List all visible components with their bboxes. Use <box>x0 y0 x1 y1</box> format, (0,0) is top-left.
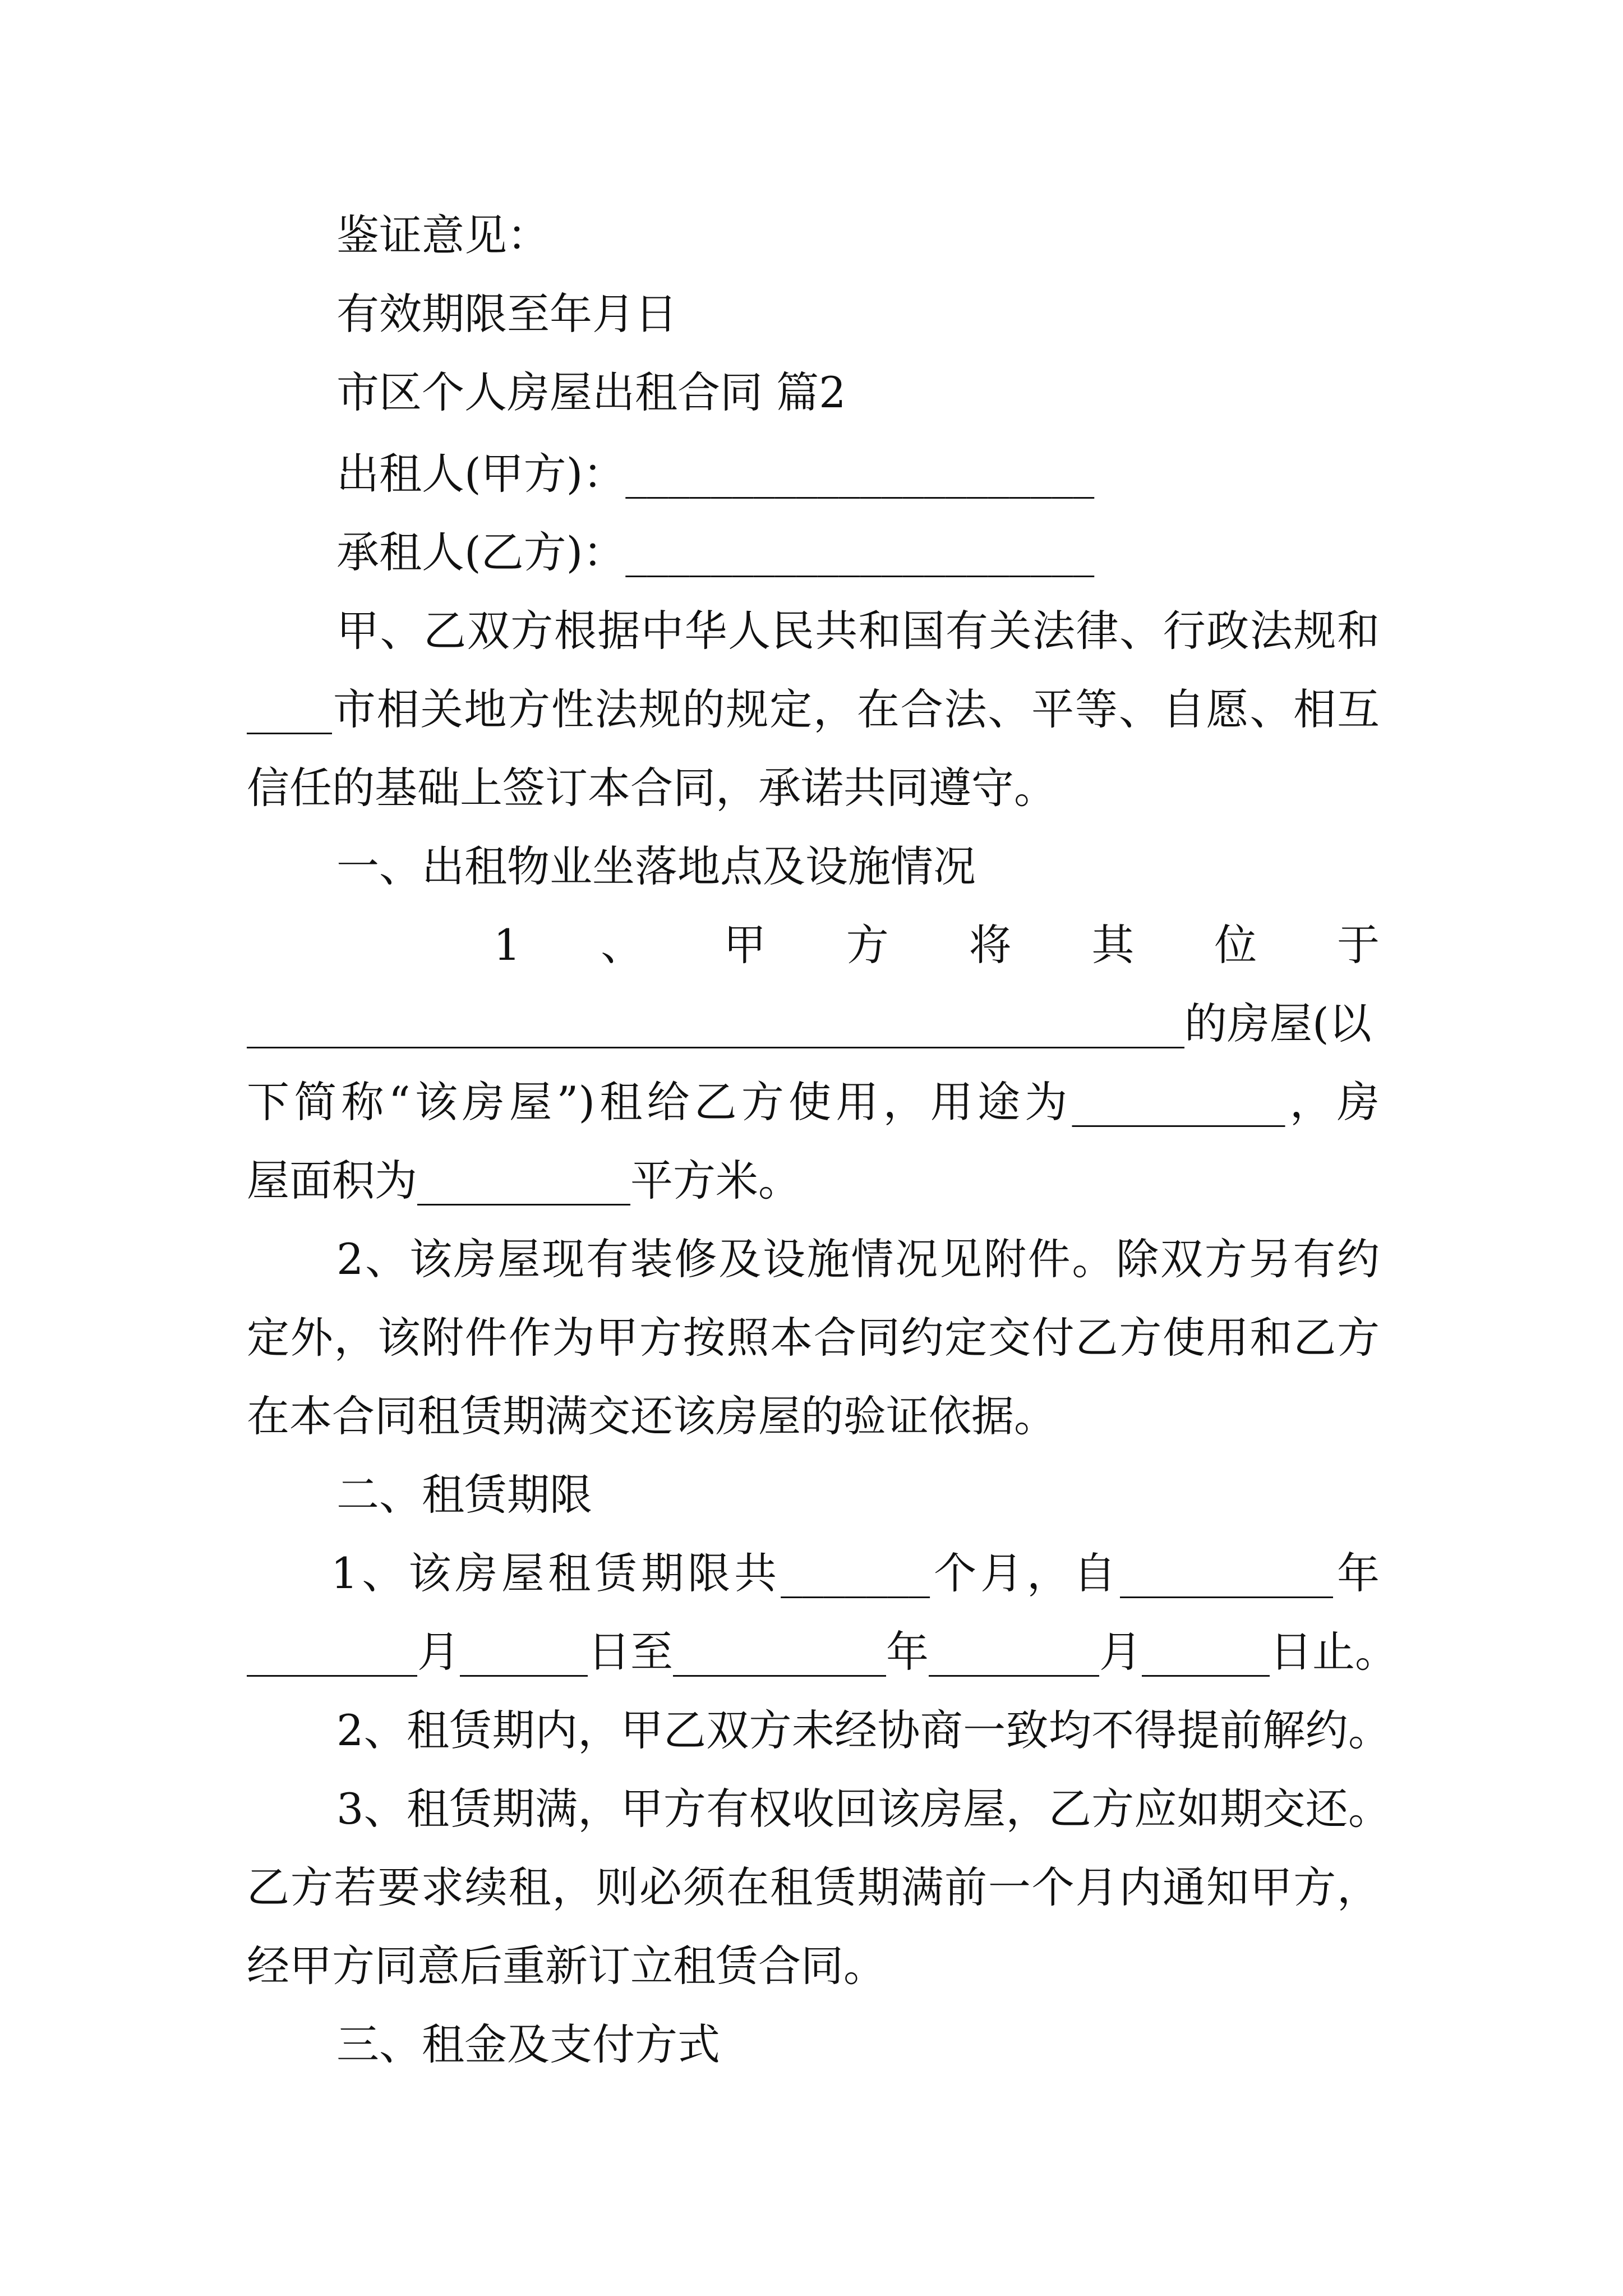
clause-2-3-line-3: 经甲方同意后重新订立租赁合同。 <box>247 1941 886 1991</box>
clause-1-1-line-4: 屋面积为__________平方米。 <box>247 1156 801 1205</box>
validity-period-line: 有效期限至年月日 <box>336 289 677 339</box>
clause-1-1-line-3: 下简称“该房屋”)租给乙方使用，用途为__________，房 <box>247 1077 1380 1127</box>
clause-2-3-line-2: 乙方若要求续租，则必须在租赁期满前一个月内通知甲方， <box>247 1862 1380 1912</box>
section-heading-1: 一、出租物业坐落地点及设施情况 <box>336 841 976 891</box>
appraisal-opinion-label: 鉴证意见： <box>336 210 550 260</box>
clause-1-1-line-2: ____________________________________________的房屋(以 <box>247 999 1372 1048</box>
clause-1-2-line-1: 2、该房屋现有装修及设施情况见附件。除双方另有约 <box>336 1234 1380 1284</box>
clause-2-3-line-1: 3、租赁期满，甲方有权收回该房屋，乙方应如期交还。 <box>336 1784 1391 1834</box>
lessee-line: 承租人(乙方)：______________________ <box>336 527 1095 577</box>
clause-1-2-line-3: 在本合同租赁期满交还该房屋的验证依据。 <box>247 1391 1057 1441</box>
preamble-line-1: 甲、乙双方根据中华人民共和国有关法律、行政法规和 <box>336 606 1380 656</box>
clause-2-1-line-1: 1、该房屋租赁期限共_______个月，自__________年 <box>331 1548 1380 1598</box>
clause-1-2-line-2: 定外，该附件作为甲方按照本合同约定交付乙方使用和乙方 <box>247 1313 1380 1363</box>
lessor-line: 出租人(甲方)：______________________ <box>336 449 1095 499</box>
section-heading-3: 三、租金及支付方式 <box>336 2019 720 2069</box>
section-heading-2: 二、租赁期限 <box>336 1470 592 1520</box>
preamble-line-3: 信任的基础上签订本合同，承诺共同遵守。 <box>247 763 1057 813</box>
clause-1-1-line-1: 1、甲方将其位于 <box>494 920 1380 970</box>
contract-title: 市区个人房屋出租合同 篇2 <box>336 367 846 417</box>
clause-2-2: 2、租赁期内，甲乙双方未经协商一致均不得提前解约。 <box>336 1705 1391 1755</box>
preamble-line-2: ____市相关地方性法规的规定，在合法、平等、自愿、相互 <box>247 684 1380 734</box>
clause-2-1-line-2: ________月______日至__________年________月______日止。 <box>247 1627 1398 1677</box>
